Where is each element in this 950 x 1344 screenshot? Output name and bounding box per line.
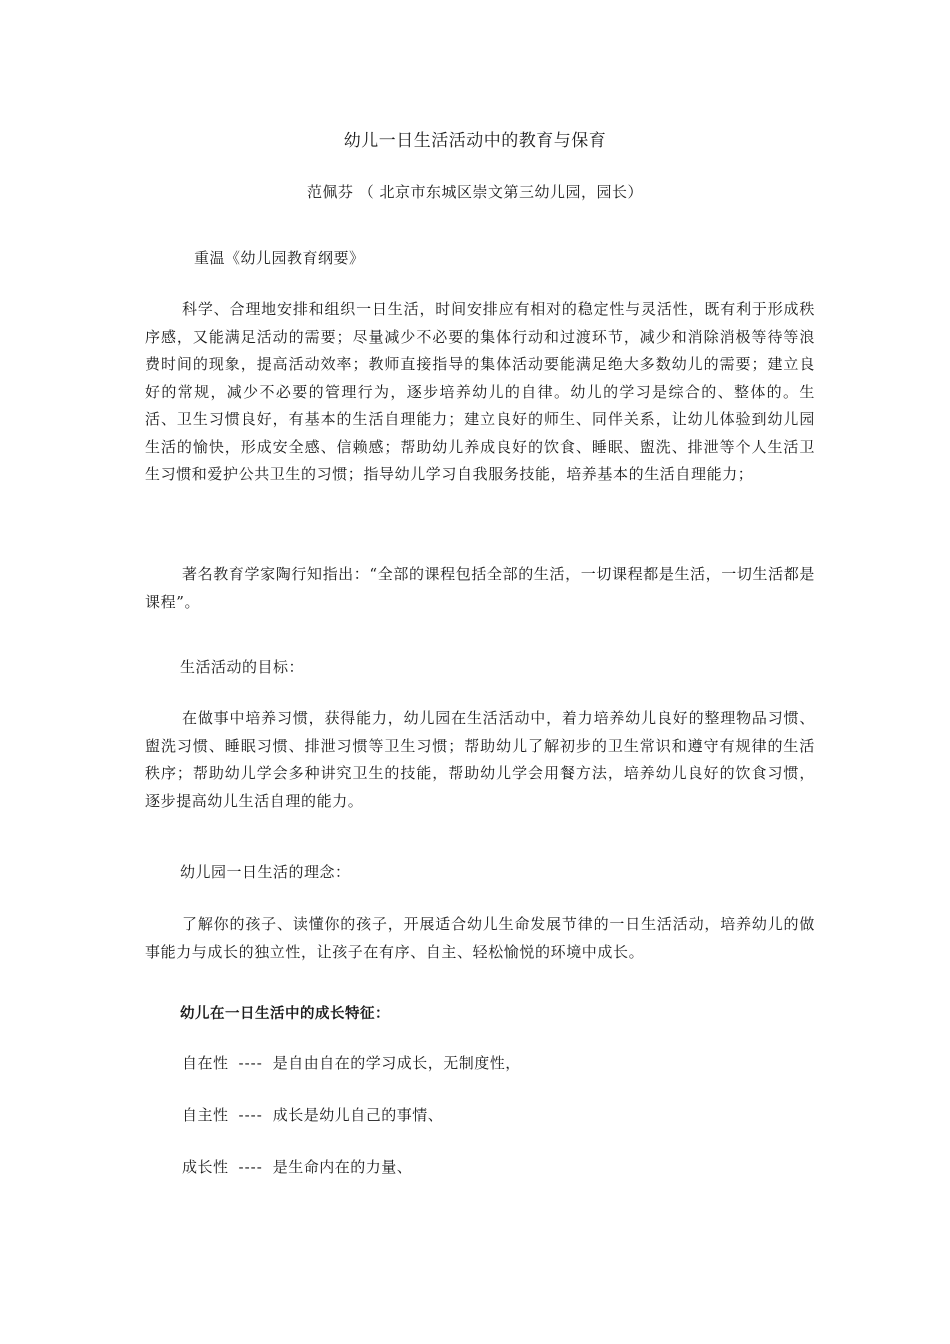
feature-dash: ----	[238, 1158, 263, 1176]
paragraph-4: 了解你的孩子、读懂你的孩子，开展适合幼儿生命发展节律的一日生活活动，培养幼儿的做事能力与成长的独立性，让孩子在有序、自主、轻松愉悦的环境中成长。	[145, 915, 815, 961]
feature-item	[182, 1156, 412, 1177]
paragraph-1: 科学、合理地安排和组织一日生活，时间安排应有相对的稳定性与灵活性，既有利于形成秩序感，又能满足活动的需要；尽量减少不必要的集体行动和过渡环节，减少和消除消极等待等浪费时间的现象，提高活动效率；教师直接指导的集体活动要能满足绝大多数幼儿的需要；建立良好的常规，减少不必要的管理行为，逐步培养幼儿的自律。幼儿的学习是综合的、整体的。生活、卫生习惯良好，有基本的生活自理能力；建立良好的师生、同伴关系，让幼儿体验到幼儿园生活的愉快，形成安全感、信赖感；帮助幼儿养成良好的饮食、睡眠、盥洗、排泄等个人生活卫生习惯和爱护公共卫生的习惯；指导幼儿学习自我服务技能，培养基本的生活自理能力；	[145, 300, 815, 483]
feature-item	[182, 1052, 521, 1073]
feature-term: 成长性	[182, 1158, 229, 1176]
concept-heading: 幼儿园一日生活的理念：	[180, 863, 351, 881]
feature-term: 自主性	[182, 1106, 229, 1124]
feature-term: 自在性	[182, 1054, 229, 1072]
section-heading: 重温《幼儿园教育纲要》	[194, 249, 365, 267]
goal-heading: 生活活动的目标：	[180, 658, 305, 676]
paragraph-2: 著名教育学家陶行知指出：“全部的课程包括全部的生活，一切课程都是生活，一切生活都是课程”。	[145, 565, 815, 611]
feature-dash: ----	[238, 1106, 263, 1124]
feature-item	[182, 1104, 443, 1125]
document-title: 幼儿一日生活活动中的教育与保育	[343, 131, 607, 151]
feature-desc: 成长是幼儿自己的事情、	[272, 1106, 444, 1124]
feature-desc: 是自由自在的学习成长，无制度性，	[272, 1054, 521, 1072]
feature-dash: ----	[238, 1054, 263, 1072]
author-line: 范佩芬 （ 北京市东城区崇文第三幼儿园，园长）	[306, 183, 644, 201]
feature-desc: 是生命内在的力量、	[272, 1158, 413, 1176]
paragraph-3: 在做事中培养习惯，获得能力，幼儿园在生活活动中，着力培养幼儿良好的整理物品习惯、盥洗习惯、睡眠习惯、排泄习惯等卫生习惯；帮助幼儿了解初步的卫生常识和遵守有规律的生活秩序；帮助幼儿学会多种讲究卫生的技能，帮助幼儿学会用餐方法，培养幼儿良好的饮食习惯，逐步提高幼儿生活自理的能力。	[145, 709, 815, 810]
growth-heading: 幼儿在一日生活中的成长特征：	[180, 1006, 390, 1022]
